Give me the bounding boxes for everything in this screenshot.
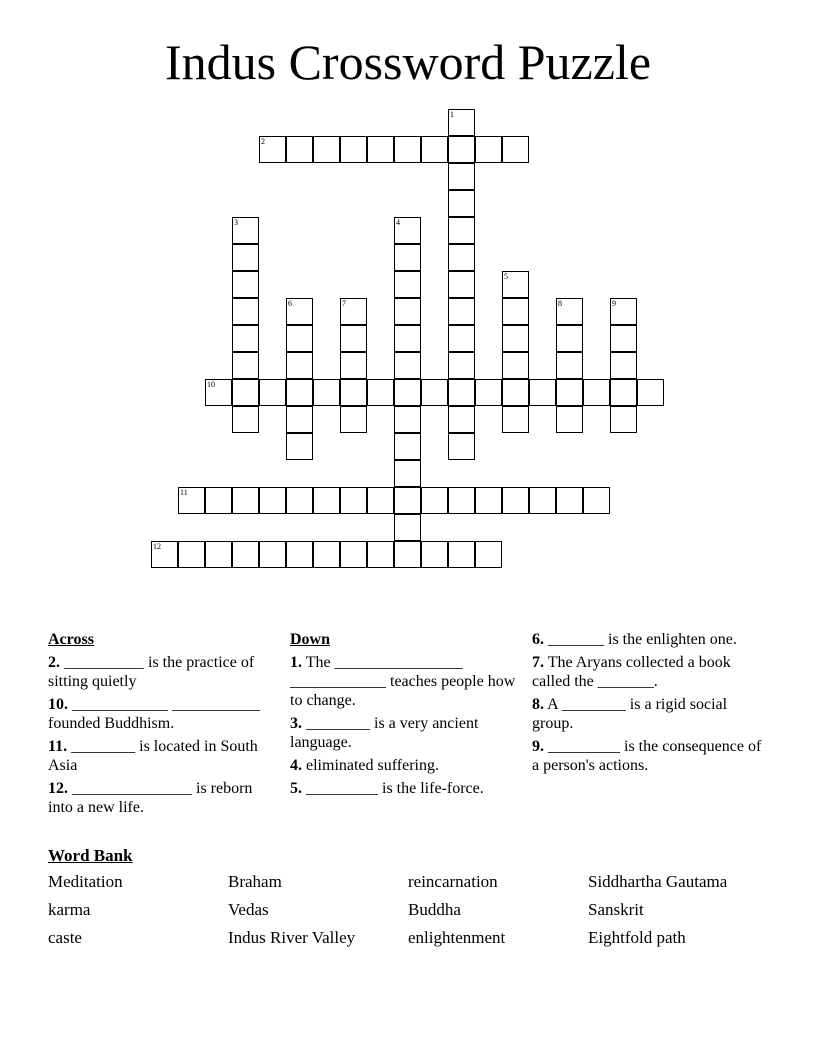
word-bank-item: karma bbox=[48, 900, 91, 919]
grid-cell[interactable] bbox=[286, 298, 313, 325]
across-heading: Across bbox=[48, 631, 94, 648]
grid-cell[interactable] bbox=[583, 487, 610, 514]
grid-cell[interactable] bbox=[475, 541, 502, 568]
grid-cell[interactable] bbox=[232, 352, 259, 379]
grid-cell[interactable] bbox=[610, 325, 637, 352]
grid-cell[interactable] bbox=[232, 541, 259, 568]
grid-cell[interactable] bbox=[502, 406, 529, 433]
grid-cell[interactable] bbox=[448, 136, 475, 163]
grid-cell[interactable] bbox=[232, 406, 259, 433]
grid-cell[interactable] bbox=[340, 325, 367, 352]
grid-cell[interactable] bbox=[448, 109, 475, 136]
grid-cell[interactable] bbox=[313, 136, 340, 163]
grid-cell[interactable] bbox=[286, 541, 313, 568]
grid-cell[interactable] bbox=[178, 487, 205, 514]
down-clue-9: 9. _________ is the consequence of a person's actions. bbox=[532, 738, 762, 774]
clue-number: 8 bbox=[558, 299, 562, 308]
grid-cell[interactable] bbox=[394, 460, 421, 487]
grid-cell[interactable] bbox=[448, 244, 475, 271]
grid-cell[interactable] bbox=[610, 379, 637, 406]
grid-cell[interactable] bbox=[340, 406, 367, 433]
grid-cell[interactable] bbox=[232, 325, 259, 352]
grid-cell[interactable] bbox=[394, 244, 421, 271]
down-clue-8: 8. A ________ is a rigid social group. bbox=[532, 696, 728, 732]
clue-number: 1 bbox=[450, 110, 454, 119]
grid-cell[interactable] bbox=[502, 136, 529, 163]
grid-cell[interactable] bbox=[502, 379, 529, 406]
grid-cell[interactable] bbox=[205, 487, 232, 514]
clue-number: 3 bbox=[234, 218, 238, 227]
grid-cell[interactable] bbox=[556, 379, 583, 406]
clue-number: 4 bbox=[396, 218, 400, 227]
word-bank-item: Sanskrit bbox=[588, 900, 644, 919]
clue-number: 2 bbox=[261, 137, 265, 146]
down-clue-6: 6. _______ is the enlighten one. bbox=[532, 631, 737, 648]
grid-cell[interactable] bbox=[367, 541, 394, 568]
grid-cell[interactable] bbox=[448, 217, 475, 244]
grid-cell[interactable] bbox=[394, 433, 421, 460]
grid-cell[interactable] bbox=[448, 190, 475, 217]
grid-cell[interactable] bbox=[232, 379, 259, 406]
down-heading: Down bbox=[290, 631, 331, 648]
grid-cell[interactable] bbox=[610, 298, 637, 325]
across-clues bbox=[48, 630, 280, 821]
grid-cell[interactable] bbox=[286, 406, 313, 433]
grid-cell[interactable] bbox=[313, 487, 340, 514]
grid-cell[interactable] bbox=[610, 406, 637, 433]
grid-cell[interactable] bbox=[367, 136, 394, 163]
grid-cell[interactable] bbox=[475, 136, 502, 163]
grid-cell[interactable] bbox=[394, 352, 421, 379]
page-title: Indus Crossword Puzzle bbox=[164, 34, 652, 90]
across-clue-2: 2. __________ is the practice of sitting quietly bbox=[48, 654, 255, 690]
grid-cell[interactable] bbox=[448, 379, 475, 406]
clue-number: 12 bbox=[153, 542, 161, 551]
grid-cell[interactable] bbox=[421, 136, 448, 163]
grid-cell[interactable] bbox=[394, 514, 421, 541]
grid-cell[interactable] bbox=[286, 487, 313, 514]
grid-cell[interactable] bbox=[340, 487, 367, 514]
grid-cell[interactable] bbox=[178, 541, 205, 568]
down-clues-continued bbox=[532, 630, 764, 779]
grid-cell[interactable] bbox=[232, 487, 259, 514]
down-clue-5: 5. _________ is the life-force. bbox=[290, 780, 484, 797]
grid-cell[interactable] bbox=[259, 487, 286, 514]
grid-cell[interactable] bbox=[502, 352, 529, 379]
grid-cell[interactable] bbox=[232, 217, 259, 244]
word-bank-item: Buddha bbox=[408, 900, 461, 919]
word-bank-item: enlightenment bbox=[408, 928, 506, 947]
grid-cell[interactable] bbox=[394, 541, 421, 568]
grid-cell[interactable] bbox=[448, 352, 475, 379]
grid-cell[interactable] bbox=[421, 487, 448, 514]
grid-cell[interactable] bbox=[340, 352, 367, 379]
grid-cell[interactable] bbox=[340, 379, 367, 406]
word-bank-item: Vedas bbox=[228, 900, 269, 919]
grid-cell[interactable] bbox=[286, 379, 313, 406]
grid-cell[interactable] bbox=[502, 298, 529, 325]
grid-cell[interactable] bbox=[286, 352, 313, 379]
grid-cell[interactable] bbox=[421, 541, 448, 568]
grid-cell[interactable] bbox=[529, 379, 556, 406]
down-clues bbox=[290, 630, 522, 802]
grid-cell[interactable] bbox=[340, 541, 367, 568]
grid-cell[interactable] bbox=[394, 406, 421, 433]
grid-cell[interactable] bbox=[394, 325, 421, 352]
grid-cell[interactable] bbox=[448, 487, 475, 514]
grid-cell[interactable] bbox=[313, 379, 340, 406]
word-bank-item: caste bbox=[48, 928, 82, 947]
grid-cell[interactable] bbox=[556, 487, 583, 514]
down-clue-1: 1. The ________________ ____________ teaches people how to change. bbox=[290, 654, 516, 709]
grid-cell[interactable] bbox=[448, 163, 475, 190]
word-bank bbox=[48, 846, 788, 947]
grid-cell[interactable] bbox=[475, 379, 502, 406]
grid-cell[interactable] bbox=[556, 298, 583, 325]
grid-cell[interactable] bbox=[529, 487, 556, 514]
grid-cell[interactable] bbox=[502, 271, 529, 298]
grid-cell[interactable] bbox=[367, 487, 394, 514]
grid-cell[interactable] bbox=[394, 271, 421, 298]
clue-number: 9 bbox=[612, 299, 616, 308]
word-bank-heading: Word Bank bbox=[48, 846, 133, 865]
word-bank-item: Braham bbox=[228, 872, 282, 891]
grid-cell[interactable] bbox=[394, 217, 421, 244]
grid-cell[interactable] bbox=[394, 298, 421, 325]
grid-cell[interactable] bbox=[394, 136, 421, 163]
grid-cell[interactable] bbox=[556, 325, 583, 352]
grid-cell[interactable] bbox=[259, 379, 286, 406]
grid-cell[interactable] bbox=[286, 136, 313, 163]
grid-cell[interactable] bbox=[448, 541, 475, 568]
grid-cell[interactable] bbox=[259, 136, 286, 163]
grid-cell[interactable] bbox=[232, 271, 259, 298]
grid-cell[interactable] bbox=[205, 379, 232, 406]
grid-cell[interactable] bbox=[232, 298, 259, 325]
grid-cell[interactable] bbox=[286, 325, 313, 352]
grid-cell[interactable] bbox=[151, 541, 178, 568]
grid-cell[interactable] bbox=[286, 433, 313, 460]
grid-cell[interactable] bbox=[583, 379, 610, 406]
across-clue-12: 12. _______________ is reborn into a new life. bbox=[48, 780, 253, 816]
grid-cell[interactable] bbox=[610, 352, 637, 379]
grid-cell[interactable] bbox=[205, 541, 232, 568]
grid-cell[interactable] bbox=[340, 298, 367, 325]
grid-cell[interactable] bbox=[394, 379, 421, 406]
grid-cell[interactable] bbox=[313, 541, 340, 568]
down-clue-4: 4. eliminated suffering. bbox=[290, 757, 439, 774]
grid-cell[interactable] bbox=[394, 487, 421, 514]
across-clue-11: 11. ________ is located in South Asia bbox=[48, 738, 258, 774]
grid-cell[interactable] bbox=[259, 541, 286, 568]
grid-cell[interactable] bbox=[448, 433, 475, 460]
word-bank-item: reincarnation bbox=[408, 872, 498, 891]
word-bank-item: Indus River Valley bbox=[228, 928, 356, 947]
down-clue-3: 3. ________ is a very ancient language. bbox=[290, 715, 479, 751]
down-clue-7: 7. The Aryans collected a book called the _______. bbox=[532, 654, 731, 690]
clue-number: 6 bbox=[288, 299, 292, 308]
word-bank-item: Siddhartha Gautama bbox=[588, 872, 728, 891]
grid-cell[interactable] bbox=[448, 406, 475, 433]
word-bank-item: Eightfold path bbox=[588, 928, 686, 947]
grid-cell[interactable] bbox=[367, 379, 394, 406]
grid-cell[interactable] bbox=[475, 487, 502, 514]
grid-cell[interactable] bbox=[232, 244, 259, 271]
grid-cell[interactable] bbox=[637, 379, 664, 406]
grid-cell[interactable] bbox=[448, 325, 475, 352]
clue-number: 10 bbox=[207, 380, 215, 389]
across-clue-10: 10. ____________ ___________ founded Buddhism. bbox=[48, 696, 260, 732]
clue-number: 7 bbox=[342, 299, 346, 308]
grid-cell[interactable] bbox=[421, 379, 448, 406]
grid-cell[interactable] bbox=[556, 352, 583, 379]
grid-cell[interactable] bbox=[556, 406, 583, 433]
grid-cell[interactable] bbox=[502, 487, 529, 514]
word-bank-item: Meditation bbox=[48, 872, 123, 891]
clue-number: 5 bbox=[504, 272, 508, 281]
clue-number: 11 bbox=[180, 488, 188, 497]
grid-cell[interactable] bbox=[502, 325, 529, 352]
grid-cell[interactable] bbox=[448, 271, 475, 298]
grid-cell[interactable] bbox=[448, 298, 475, 325]
grid-cell[interactable] bbox=[340, 136, 367, 163]
